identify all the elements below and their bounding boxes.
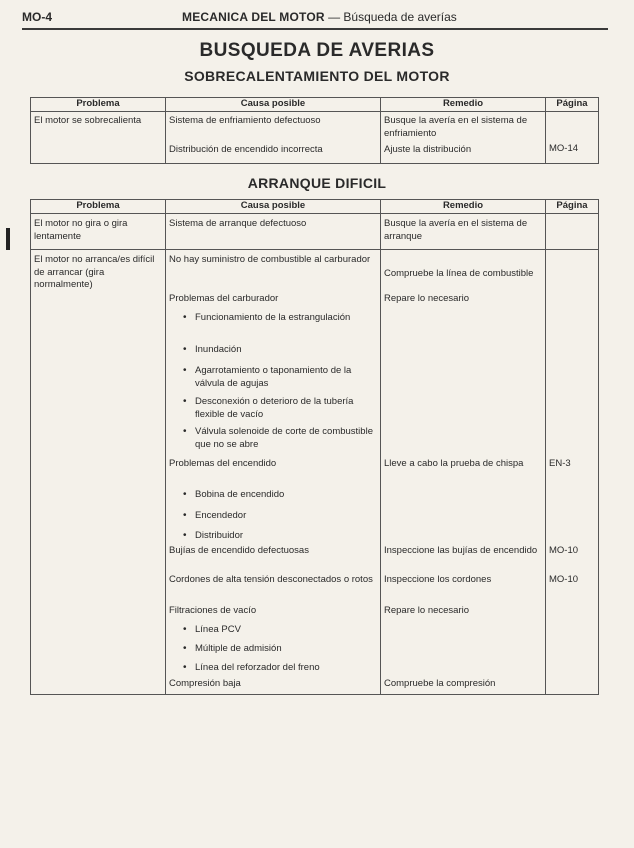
overheating-table	[30, 97, 599, 164]
remedy-text: Lleve a cabo la prueba de chispa	[384, 458, 524, 469]
list-item: • Inundación	[183, 344, 242, 355]
margin-mark	[6, 228, 10, 250]
list-item-text: Distribuidor	[195, 530, 244, 541]
list-item: • Funcionamiento de la estrangulación	[183, 312, 351, 323]
page-ref: EN-3	[549, 458, 571, 469]
header-title	[182, 10, 457, 24]
cause-text: Distribución de encendido incorrecta	[169, 143, 323, 155]
list-item: • Bobina de encendido	[183, 489, 285, 500]
remedy-text: Compruebe la línea de combustible	[384, 268, 534, 279]
list-item: • Línea del reforzador del freno	[183, 662, 320, 673]
problem-cell: El motor no arranca/es difícil de arrancar (gira normalmente)	[31, 250, 166, 695]
cause-cell	[166, 250, 381, 695]
problem-cell: El motor se sobrecalienta	[31, 112, 166, 164]
list-item: • Línea PCV	[183, 624, 241, 635]
col-header-cause: Causa posible	[166, 98, 381, 112]
section1-title: SOBRECALENTAMIENTO DEL MOTOR	[184, 68, 450, 84]
cause-text: Sistema de enfriamiento defectuoso	[169, 115, 321, 126]
col-header-page: Página	[546, 200, 599, 214]
page-ref: MO-10	[549, 545, 579, 556]
section2-title: ARRANQUE DIFICIL	[247, 175, 387, 191]
page-number: MO-4	[22, 10, 52, 24]
remedy-text: Repare lo necesario	[384, 293, 470, 304]
remedy-text: Inspeccione los cordones	[384, 574, 492, 585]
remedy-text: Ajuste la distribución	[384, 144, 472, 155]
header-subsection: — Búsqueda de averías	[328, 10, 457, 24]
list-item-text: Agarrotamiento o taponamiento de la válvula de agujas	[195, 365, 352, 389]
col-header-remedy: Remedio	[381, 200, 546, 214]
page-ref: MO-10	[549, 574, 579, 585]
col-header-cause: Causa posible	[166, 200, 381, 214]
page-title: BUSQUEDA DE AVERIAS	[199, 40, 435, 61]
table-header-row	[31, 98, 599, 112]
header-section: MECANICA DEL MOTOR	[182, 10, 325, 24]
col-header-problem: Problema	[31, 200, 166, 214]
list-item-text: Desconexión o deterioro de la tubería flexible de vacío	[195, 396, 354, 420]
list-item-text: Inundación	[195, 344, 242, 355]
table-row	[31, 214, 599, 250]
list-item: • Múltiple de admisión	[183, 643, 282, 654]
cause-text: Problemas del encendido	[169, 458, 277, 469]
col-header-problem: Problema	[31, 98, 166, 112]
cause-cell	[166, 112, 381, 164]
list-item: • Agarrotamiento o taponamiento de la válvula de agujas	[169, 365, 377, 390]
page-cell: MO-14	[546, 112, 599, 164]
table-header-row	[31, 200, 599, 214]
cause-text: Bujías de encendido defectuosas	[169, 545, 309, 556]
list-item-text: Válvula solenoide de corte de combustible que no se abre	[195, 426, 373, 450]
cause-cell: Sistema de arranque defectuoso	[166, 214, 381, 250]
list-item-text: Funcionamiento de la estrangulación	[195, 312, 351, 323]
remedy-cell: Busque la avería en el sistema de arranque	[381, 214, 546, 250]
problem-cell: El motor no gira o gira lentamente	[31, 214, 166, 250]
remedy-text: Inspeccione las bujías de encendido	[384, 545, 538, 556]
page-header	[22, 8, 608, 30]
cause-text: Filtraciones de vacío	[169, 605, 257, 616]
remedy-text: Compruebe la compresión	[384, 678, 496, 689]
remedy-text: Busque la avería en el sistema de enfriamiento	[384, 115, 528, 139]
hard-start-table	[30, 199, 599, 695]
table-row	[31, 250, 599, 695]
page-cell	[546, 214, 599, 250]
col-header-page: Página	[546, 98, 599, 112]
list-item-text: Encendedor	[195, 510, 247, 521]
cause-text: Problemas del carburador	[169, 293, 279, 304]
page-cell	[546, 250, 599, 695]
col-header-remedy: Remedio	[381, 98, 546, 112]
remedy-cell	[381, 250, 546, 695]
table-row	[31, 112, 599, 164]
cause-text: Cordones de alta tensión desconectados o rotos	[169, 574, 373, 585]
cause-text: Compresión baja	[169, 678, 241, 689]
list-item-text: Línea PCV	[195, 624, 241, 635]
list-item: • Encendedor	[183, 510, 247, 521]
list-item-text: Bobina de encendido	[195, 489, 285, 500]
list-item: • Distribuidor	[183, 530, 244, 541]
remedy-text: Repare lo necesario	[384, 605, 470, 616]
list-item-text: Múltiple de admisión	[195, 643, 282, 654]
list-item: • Desconexión o deterioro de la tubería flexible de vacío	[169, 396, 377, 421]
cause-text: No hay suministro de combustible al carburador	[169, 254, 371, 265]
remedy-cell	[381, 112, 546, 164]
list-item-text: Línea del reforzador del freno	[195, 662, 320, 673]
list-item: • Válvula solenoide de corte de combustible que no se abre	[169, 426, 377, 451]
